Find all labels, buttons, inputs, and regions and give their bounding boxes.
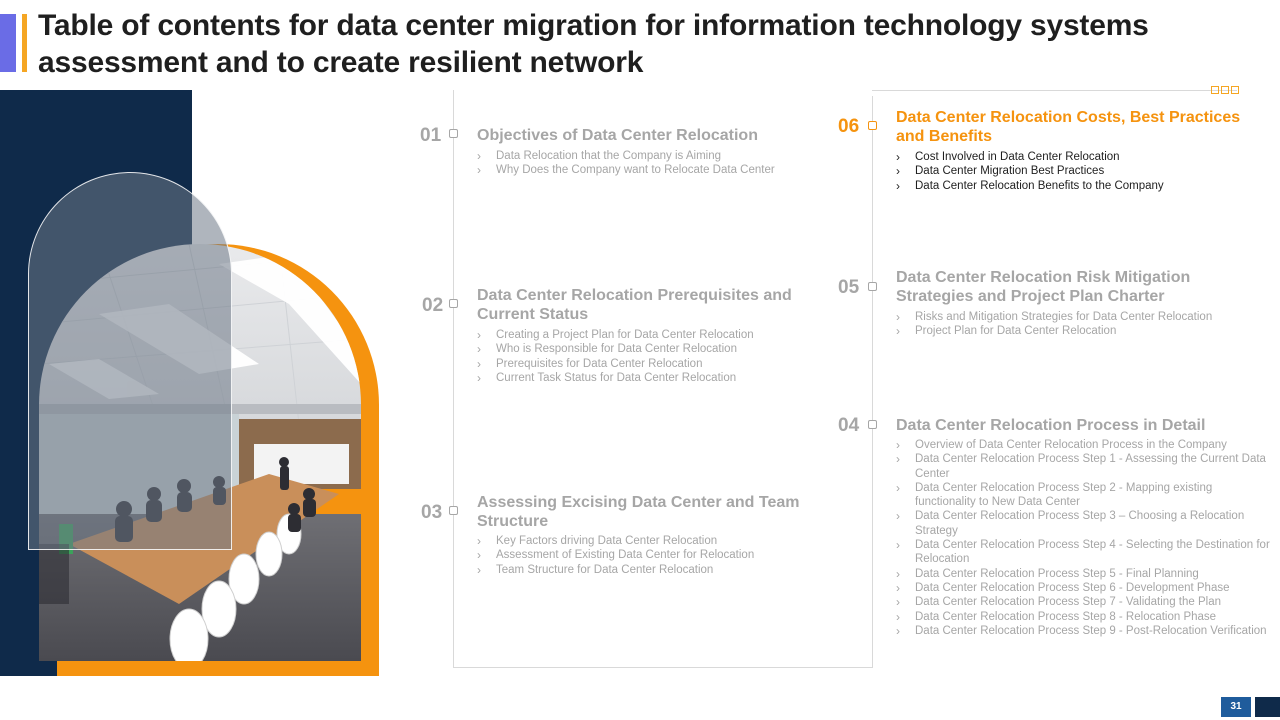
section-number: 02 xyxy=(422,295,444,316)
page-number: 31 xyxy=(1221,697,1251,717)
section-items xyxy=(477,328,817,385)
page-number-tab xyxy=(1255,697,1280,717)
section-marker xyxy=(449,506,458,515)
list-item[interactable]: › Data Center Relocation Process Step 7 - Validating the Plan xyxy=(896,595,1270,609)
content-frame-divider xyxy=(872,96,873,668)
section-marker xyxy=(449,129,458,138)
section-heading[interactable]: Data Center Relocation Process in Detail xyxy=(896,417,1206,434)
section-number: 01 xyxy=(420,125,442,146)
section-number: 06 xyxy=(838,116,860,137)
section-heading[interactable]: Objectives of Data Center Relocation xyxy=(477,127,758,144)
list-item[interactable]: › Risks and Mitigation Strategies for Data Center Relocation xyxy=(896,310,1266,324)
list-item[interactable]: › Data Center Relocation Process Step 9 - Post-Relocation Verification xyxy=(896,624,1270,638)
section-items xyxy=(896,310,1266,339)
section-number: 04 xyxy=(838,415,860,436)
section-heading[interactable]: Data Center Relocation Risk Mitigation Strategies and Project Plan Charter xyxy=(896,269,1191,305)
section-items xyxy=(896,150,1266,193)
section-items xyxy=(477,534,817,577)
section-marker xyxy=(868,420,877,429)
glass-arch-overlay xyxy=(28,172,232,550)
list-item[interactable]: › Data Center Relocation Process Step 2 - Mapping existing functionality to New Data Center xyxy=(896,481,1270,510)
list-item[interactable]: › Why Does the Company want to Relocate Data Center xyxy=(477,163,817,177)
title-accent-bar-orange xyxy=(22,14,27,72)
section-items xyxy=(896,438,1270,638)
section-marker xyxy=(449,299,458,308)
list-item[interactable]: › Current Task Status for Data Center Relocation xyxy=(477,371,817,385)
list-item[interactable]: › Data Center Relocation Process Step 1 - Assessing the Current Data Center xyxy=(896,452,1270,481)
title-accent-bar xyxy=(0,14,16,72)
section-marker xyxy=(868,282,877,291)
list-item[interactable]: › Data Center Relocation Process Step 4 - Selecting the Destination for Relocation xyxy=(896,538,1270,567)
list-item[interactable]: › Cost Involved in Data Center Relocation xyxy=(896,150,1266,164)
list-item[interactable]: › Who is Responsible for Data Center Relocation xyxy=(477,342,817,356)
section-number: 03 xyxy=(421,502,443,523)
section-marker xyxy=(868,121,877,130)
list-item[interactable]: › Overview of Data Center Relocation Process in the Company xyxy=(896,438,1270,452)
list-item[interactable]: › Data Center Relocation Process Step 3 – Choosing a Relocation Strategy xyxy=(896,509,1270,538)
decorative-squares xyxy=(1211,86,1239,94)
list-item[interactable]: › Data Center Relocation Benefits to the Company xyxy=(896,179,1266,193)
list-item[interactable]: › Data Center Relocation Process Step 8 - Relocation Phase xyxy=(896,610,1270,624)
list-item[interactable]: › Key Factors driving Data Center Relocation xyxy=(477,534,817,548)
content-frame-top xyxy=(872,90,1237,91)
section-heading[interactable]: Data Center Relocation Prerequisites and Current Status xyxy=(477,287,792,323)
section-items xyxy=(477,149,817,178)
list-item[interactable]: › Project Plan for Data Center Relocation xyxy=(896,324,1266,338)
list-item[interactable]: › Creating a Project Plan for Data Center Relocation xyxy=(477,328,817,342)
page-title: Table of contents for data center migration for information technology systems assessment and to create resilient network xyxy=(38,9,1149,79)
list-item[interactable]: › Data Center Relocation Process Step 5 - Final Planning xyxy=(896,567,1270,581)
list-item[interactable]: › Data Relocation that the Company is Aiming xyxy=(477,149,817,163)
section-heading[interactable]: Data Center Relocation Costs, Best Practices and Benefits xyxy=(896,109,1241,145)
list-item[interactable]: › Assessment of Existing Data Center for Relocation xyxy=(477,548,817,562)
list-item[interactable]: › Prerequisites for Data Center Relocation xyxy=(477,357,817,371)
list-item[interactable]: › Data Center Relocation Process Step 6 - Development Phase xyxy=(896,581,1270,595)
section-heading[interactable]: Assessing Excising Data Center and Team Structure xyxy=(477,494,800,530)
list-item[interactable]: › Team Structure for Data Center Relocation xyxy=(477,563,817,577)
section-number: 05 xyxy=(838,277,860,298)
list-item[interactable]: › Data Center Migration Best Practices xyxy=(896,164,1266,178)
